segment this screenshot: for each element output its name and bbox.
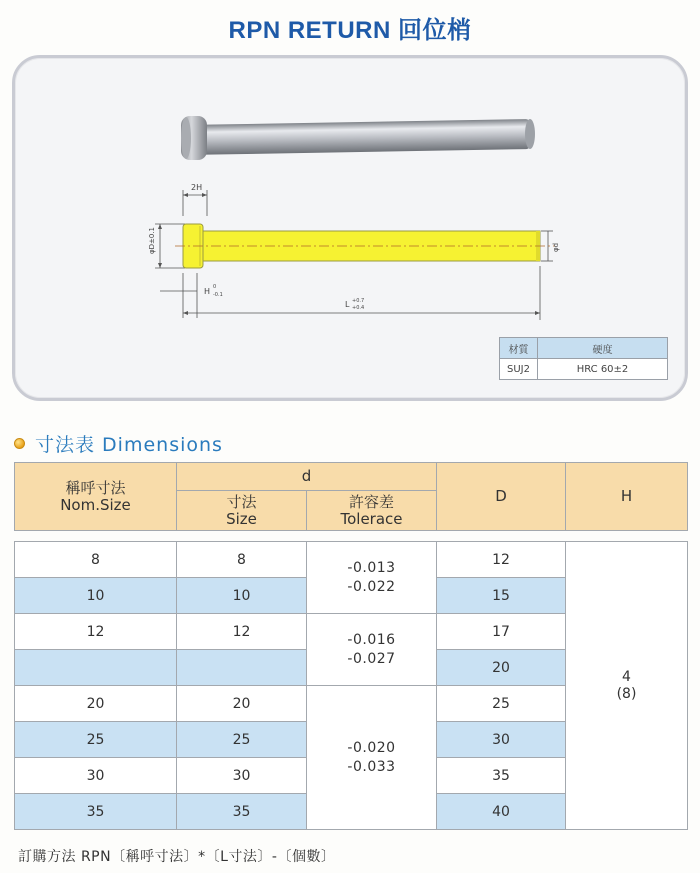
tolerance-lower: -0.027	[347, 650, 396, 667]
tolerance-upper: -0.016	[347, 631, 396, 648]
size-cell: 25	[177, 722, 307, 758]
D-cell: 25	[437, 686, 566, 722]
tolerance-cell	[307, 614, 437, 686]
nom-size-header	[15, 463, 177, 531]
label-l-tol-upper: +0.7	[352, 298, 365, 304]
page-title: RPN RETURN 回位梢	[228, 17, 472, 44]
size-cell: 12	[177, 614, 307, 650]
nom-cell: 30	[15, 758, 177, 794]
size-cell: 20	[177, 686, 307, 722]
h-value-alt: (8)	[616, 685, 637, 702]
D-cell: 12	[437, 542, 566, 578]
h-value: 4	[622, 668, 631, 685]
D-cell: 17	[437, 614, 566, 650]
product-panel	[12, 55, 688, 401]
size-cell	[177, 650, 307, 686]
D-header: D	[437, 463, 566, 531]
H-cell	[566, 542, 688, 830]
tolerance-label: 許容差	[348, 492, 394, 511]
tolerance-lower: -0.022	[347, 578, 396, 595]
H-header: H	[566, 463, 688, 531]
size-cell: 10	[177, 578, 307, 614]
size-cell: 8	[177, 542, 307, 578]
size-label-en: Size	[226, 509, 257, 528]
nom-cell	[15, 650, 177, 686]
label-h: H	[204, 287, 211, 296]
nom-size-label: 稱呼寸法	[65, 478, 126, 497]
tolerance-upper: -0.013	[347, 559, 396, 576]
tolerance-cell	[307, 686, 437, 830]
nom-cell: 8	[15, 542, 177, 578]
tolerance-header	[307, 491, 437, 531]
label-h-tol-upper: 0	[213, 284, 217, 290]
nom-cell: 10	[15, 578, 177, 614]
nom-cell: 35	[15, 794, 177, 830]
nom-cell: 12	[15, 614, 177, 650]
tolerance-upper: -0.020	[347, 739, 396, 756]
tolerance-cell	[307, 542, 437, 614]
bullet-icon	[14, 438, 25, 449]
label-l: L	[345, 300, 350, 309]
label-phi-d01: φD±0.1	[148, 226, 156, 254]
size-cell: 30	[177, 758, 307, 794]
section-heading	[14, 430, 223, 457]
tolerance-lower: -0.033	[347, 758, 396, 775]
D-cell: 30	[437, 722, 566, 758]
nom-cell: 25	[15, 722, 177, 758]
order-method-text: 訂購方法 RPN〔稱呼寸法〕*〔L寸法〕-〔個數〕	[18, 849, 336, 865]
hardness-value: HRC 60±2	[538, 359, 668, 380]
tolerance-label-en: Tolerace	[340, 509, 403, 528]
material-value: SUJ2	[500, 359, 538, 380]
D-cell: 40	[437, 794, 566, 830]
D-cell: 15	[437, 578, 566, 614]
nom-cell: 20	[15, 686, 177, 722]
D-cell: 35	[437, 758, 566, 794]
label-h-tol-lower: -0.1	[213, 292, 223, 298]
d-header: d	[177, 463, 437, 491]
dimensions-table	[14, 462, 688, 830]
label-phi-d: φd	[552, 242, 560, 252]
size-header	[177, 491, 307, 531]
hardness-header: 硬度	[538, 338, 668, 359]
size-cell: 35	[177, 794, 307, 830]
material-table	[499, 337, 668, 380]
D-cell: 20	[437, 650, 566, 686]
table-row	[15, 542, 688, 578]
size-label: 寸法	[226, 492, 257, 511]
material-header: 材質	[500, 338, 538, 359]
label-2h: 2H	[191, 183, 203, 192]
label-l-tol-lower: +0.4	[352, 305, 365, 311]
nom-size-label-en: Nom.Size	[60, 495, 131, 514]
section-title-text: 寸法表 Dimensions	[35, 434, 223, 456]
